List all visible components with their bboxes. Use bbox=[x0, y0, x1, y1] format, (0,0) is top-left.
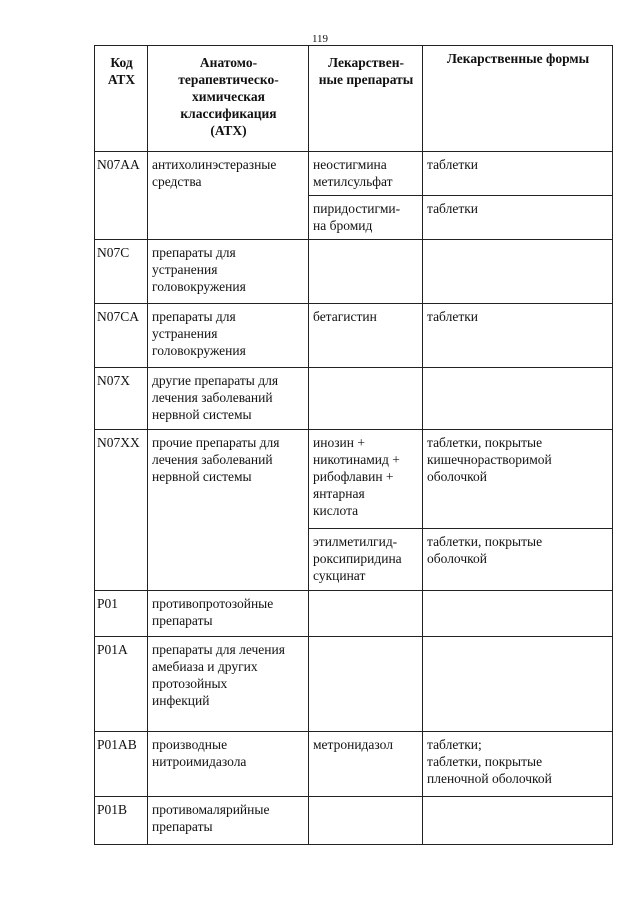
header-drugs: Лекарствен- ные препараты bbox=[309, 46, 423, 152]
classification-cell: антихолинэстеразные средства bbox=[148, 152, 309, 240]
table-row bbox=[95, 368, 613, 430]
drug-cell: неостигмина метилсульфат bbox=[309, 152, 423, 196]
form-cell bbox=[423, 368, 613, 430]
table-row bbox=[95, 732, 613, 797]
atx-code-cell: N07CA bbox=[95, 304, 148, 368]
atx-code-cell: P01A bbox=[95, 637, 148, 732]
page-number: 119 bbox=[311, 33, 329, 45]
table-row bbox=[95, 637, 613, 732]
form-cell: таблетки bbox=[423, 196, 613, 240]
classification-cell: прочие препараты для лечения заболеваний нервной системы bbox=[148, 430, 309, 591]
header-code: Код АТХ bbox=[95, 46, 148, 152]
classification-cell: другие препараты для лечения заболеваний нервной системы bbox=[148, 368, 309, 430]
drug-cell bbox=[309, 797, 423, 845]
drug-cell: инозин + никотинамид + рибофлавин + янтарная кислота bbox=[309, 430, 423, 529]
header-classification: Анатомо- терапевтическо- химическая классификация (АТХ) bbox=[148, 46, 309, 152]
atx-classification-table bbox=[94, 45, 613, 845]
drug-cell: метронидазол bbox=[309, 732, 423, 797]
drug-cell bbox=[309, 591, 423, 637]
header-forms: Лекарственные формы bbox=[423, 46, 613, 152]
table-header-row bbox=[95, 46, 613, 152]
form-cell: таблетки; таблетки, покрытые пленочной оболочкой bbox=[423, 732, 613, 797]
classification-cell: противопротозойные препараты bbox=[148, 591, 309, 637]
form-cell bbox=[423, 637, 613, 732]
table-row bbox=[95, 152, 613, 196]
drug-cell: пиридостигми- на бромид bbox=[309, 196, 423, 240]
atx-code-cell: P01 bbox=[95, 591, 148, 637]
form-cell: таблетки, покрытые кишечнорастворимой оболочкой bbox=[423, 430, 613, 529]
classification-cell: препараты для устранения головокружения bbox=[148, 304, 309, 368]
atx-code-cell: P01B bbox=[95, 797, 148, 845]
form-cell: таблетки bbox=[423, 152, 613, 196]
form-cell: таблетки bbox=[423, 304, 613, 368]
drug-cell: бетагистин bbox=[309, 304, 423, 368]
atx-code-cell: N07C bbox=[95, 240, 148, 304]
table-row bbox=[95, 430, 613, 529]
atx-code-cell: P01AB bbox=[95, 732, 148, 797]
form-cell bbox=[423, 797, 613, 845]
table-row bbox=[95, 240, 613, 304]
classification-cell: препараты для лечения амебиаза и других протозойных инфекций bbox=[148, 637, 309, 732]
classification-cell: производные нитроимидазола bbox=[148, 732, 309, 797]
form-cell: таблетки, покрытые оболочкой bbox=[423, 529, 613, 591]
table-row bbox=[95, 591, 613, 637]
form-cell bbox=[423, 591, 613, 637]
atx-code-cell: N07AA bbox=[95, 152, 148, 240]
drug-cell: этилметилгид- роксипиридина сукцинат bbox=[309, 529, 423, 591]
form-cell bbox=[423, 240, 613, 304]
atx-code-cell: N07X bbox=[95, 368, 148, 430]
drug-cell bbox=[309, 637, 423, 732]
classification-cell: противомалярийные препараты bbox=[148, 797, 309, 845]
table-row bbox=[95, 797, 613, 845]
table-row bbox=[95, 304, 613, 368]
atx-code-cell: N07XX bbox=[95, 430, 148, 591]
drug-cell bbox=[309, 368, 423, 430]
drug-cell bbox=[309, 240, 423, 304]
classification-cell: препараты для устранения головокружения bbox=[148, 240, 309, 304]
